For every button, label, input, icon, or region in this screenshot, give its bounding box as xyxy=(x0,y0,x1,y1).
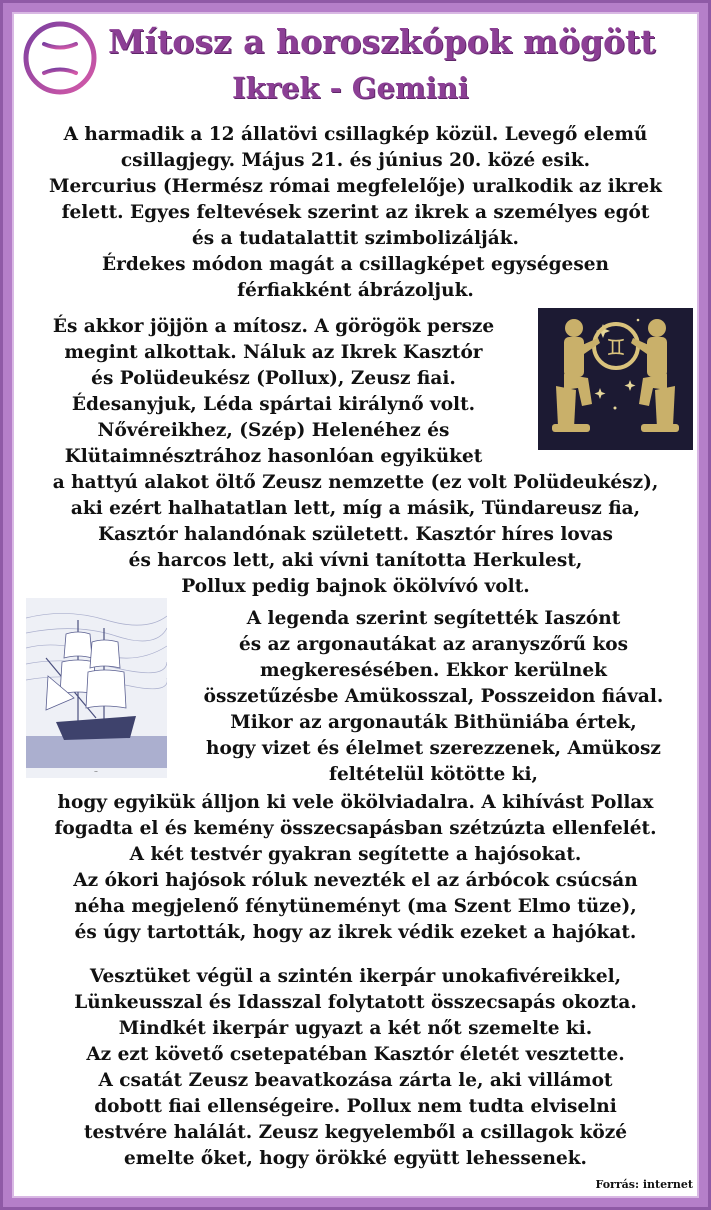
legend-continue-paragraph: hogy egyikük álljon ki vele ökölviadalra. A kihívást Pollax fogadta el és kemény összecsapásban szétzúzta ellenfelét. A két testvér gyakran segítette a hajósokat. Az ókori hajósok róluk nevezték el az árbócok csúcsán néha megjelenő fénytüneményt (ma Szent Elmo tüze), és úgy tartották, hogy az ikrek védik ezeket a hajókat. xyxy=(54,792,657,943)
sailing-ship-engraving xyxy=(26,598,167,778)
myth-start-paragraph: És akkor jöjjön a mítosz. A görögök persze megint alkottak. Náluk az Ikrek Kasztór és Polüdeukész (Pollux), Zeusz fiai. Édesanyjuk, Léda spártai királynő volt. Nővéreikhez, (Szép) Helenéhez és Klütaimnésztrához hasonlóan egyiküket xyxy=(52,316,495,467)
intro-paragraph: A harmadik a 12 állatövi csillagkép közül. Levegő elemű csillagjegy. Május 21. és június 20. közé esik. Mercurius (Hermész római megfelelője) uralkodik az ikrek felett. Egyes feltevések szerint az ikrek a személyes egót és a tudatalattit szimbolizálják. Érdekes módon magát a csillagképet egységesen férfiakként ábrázoljuk. xyxy=(49,124,662,301)
source-credit: Forrás: internet xyxy=(595,1178,693,1191)
gemini-twins-illustration xyxy=(538,308,693,450)
svg-text:♊: ♊ xyxy=(606,336,626,361)
myth-continue-paragraph: a hattyú alakot öltő Zeusz nemzette (ez volt Polüdeukész), aki ezért halhatatlan lett, míg a másik, Tündareusz fia, Kasztór halandónak született. Kasztór híres lovas és harcos lett, aki vívni tanította Herkulest, Pollux pedig bajnok ökölvívó volt. xyxy=(52,472,659,597)
gemini-zodiac-icon xyxy=(22,20,98,96)
page-subtitle: Ikrek - Gemini xyxy=(232,71,469,105)
page-title: Mítosz a horoszkópok mögött xyxy=(108,22,656,61)
legend-start-paragraph: A legenda szerint segítették Iaszónt és az argonautákat az aranyszőrű kos megkeresésében. Ekkor kerülnek összetűzésbe Amükosszal, Posszeidon fiával. Mikor az argonauták Bithüniába értek, hogy vizet és élelmet szerezzenek, Amükosz feltételül kötötte ki, xyxy=(203,608,664,785)
svg-text:~: ~ xyxy=(93,769,99,775)
ending-paragraph: Vesztüket végül a szintén ikerpár unokafivéreikkel, Lünkeusszal és Idasszal folytatott összecsapás okozta. Mindkét ikerpár ugyazt a két nőt szemelte ki. Az ezt követő csetepatéban Kasztór életét vesztette. A csatát Zeusz beavatkozása zárta le, aki villámot dobott fiai ellenségeire. Pollux nem tudta elviselni testvére halálát. Zeusz kegyelemből a csillagok közé emelte őket, hogy örökké együtt lehessenek. xyxy=(74,966,637,1169)
